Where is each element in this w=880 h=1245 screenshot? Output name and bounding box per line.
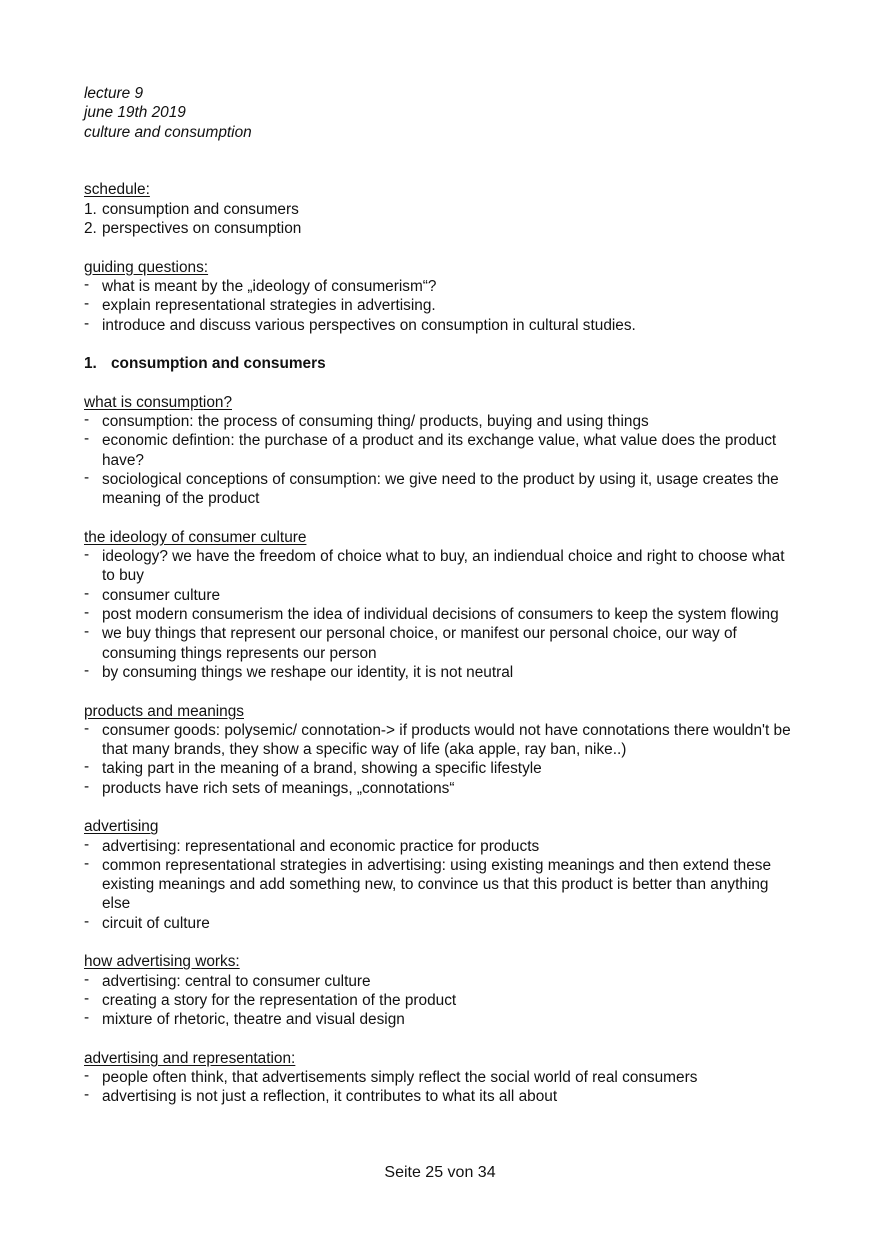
dash-bullet-icon: -: [84, 584, 90, 602]
bullet-item: [84, 431, 794, 470]
dash-bullet-icon: -: [84, 835, 90, 853]
bullet-text: by consuming things we reshape our identity, it is not neutral: [102, 663, 514, 681]
topic-section: [84, 528, 794, 682]
bullet-item: [84, 991, 794, 1010]
bullet-text: circuit of culture: [102, 914, 210, 932]
bullet-text: taking part in the meaning of a brand, showing a specific lifestyle: [102, 760, 542, 778]
question-text: explain representational strategies in advertising.: [102, 297, 436, 315]
bullet-item: [84, 779, 794, 798]
section-number: 1.: [84, 355, 97, 373]
bullet-text: people often think, that advertisements simply reflect the social world of real consumers: [102, 1069, 698, 1087]
bullet-item: [84, 470, 794, 509]
bullet-text: we buy things that represent our personal choice, or manifest our personal choice, our way of consuming things represents our person: [102, 625, 737, 662]
topic-title: products and meanings: [84, 702, 244, 720]
guiding-question: [84, 316, 794, 335]
guiding-questions-title: guiding questions:: [84, 258, 209, 276]
question-text: what is meant by the „ideology of consumerism“?: [102, 277, 437, 295]
topic-section: [84, 952, 794, 1029]
bullet-text: consumer goods: polysemic/ connotation-> if products would not have connotations there wouldn't be that many brands, they show a specific way of life (aka apple, ray ban, nike..): [102, 721, 791, 759]
schedule-section: [84, 180, 794, 238]
dash-bullet-icon: -: [84, 1067, 90, 1085]
schedule-title: schedule:: [84, 181, 150, 199]
bullet-text: mixture of rhetoric, theatre and visual design: [102, 1011, 405, 1029]
lecture-number: lecture 9: [84, 85, 144, 102]
bullet-item: [84, 624, 794, 663]
list-number: 1.: [84, 200, 97, 218]
topic-title: the ideology of consumer culture: [84, 528, 307, 546]
bullet-text: common representational strategies in advertising: using existing meanings and then extend these existing meanings and add something new, to convince us that this product is better than anything else: [102, 856, 772, 913]
bullet-item: [84, 837, 794, 856]
dash-bullet-icon: -: [84, 623, 90, 641]
dash-bullet-icon: -: [84, 604, 90, 622]
lecture-topic: culture and consumption: [84, 123, 252, 141]
guiding-question: [84, 277, 794, 296]
dash-bullet-icon: -: [84, 758, 90, 776]
schedule-item-text: perspectives on consumption: [102, 220, 302, 238]
bullet-item: [84, 605, 794, 624]
bullet-text: post modern consumerism the idea of individual decisions of consumers to keep the system flowing: [102, 606, 779, 624]
dash-bullet-icon: -: [84, 1009, 90, 1027]
bullet-text: advertising: central to consumer culture: [102, 972, 371, 990]
question-text: introduce and discuss various perspectives on consumption in cultural studies.: [102, 316, 636, 334]
bullet-item: [84, 721, 794, 760]
topic-section: [84, 393, 794, 509]
lecture-header: [84, 84, 794, 142]
bullet-item: [84, 856, 794, 914]
bullet-item: [84, 547, 794, 586]
dash-bullet-icon: -: [84, 411, 90, 429]
dash-bullet-icon: -: [84, 661, 90, 679]
dash-bullet-icon: -: [84, 854, 90, 872]
bullet-text: consumer culture: [102, 586, 221, 604]
guiding-question: [84, 296, 794, 315]
dash-bullet-icon: -: [84, 295, 90, 313]
lecture-date: june 19th 2019: [84, 104, 186, 122]
topic-section: [84, 1049, 794, 1107]
dash-bullet-icon: -: [84, 314, 90, 332]
bullet-item: [84, 586, 794, 605]
list-number: 2.: [84, 220, 97, 238]
dash-bullet-icon: -: [84, 430, 90, 448]
dash-bullet-icon: -: [84, 777, 90, 795]
bullet-item: [84, 759, 794, 778]
dash-bullet-icon: -: [84, 970, 90, 988]
guiding-questions-section: [84, 258, 794, 335]
bullet-item: [84, 972, 794, 991]
topic-title: advertising and representation:: [84, 1049, 296, 1067]
dash-bullet-icon: -: [84, 719, 90, 737]
dash-bullet-icon: -: [84, 912, 90, 930]
bullet-text: advertising: representational and economic practice for products: [102, 837, 540, 855]
topic-title: advertising: [84, 818, 159, 836]
bullet-item: [84, 663, 794, 682]
bullet-item: [84, 1087, 794, 1106]
schedule-item-text: consumption and consumers: [102, 200, 299, 218]
bullet-text: creating a story for the representation of the product: [102, 991, 457, 1009]
bullet-item: [84, 1010, 794, 1029]
schedule-item: [84, 219, 794, 238]
dash-bullet-icon: -: [84, 1086, 90, 1104]
topic-title: what is consumption?: [84, 393, 232, 411]
bullet-text: consumption: the process of consuming thing/ products, buying and using things: [102, 413, 649, 431]
topic-section: [84, 702, 794, 798]
bullet-text: economic defintion: the purchase of a product and its exchange value, what value does the product have?: [102, 432, 777, 469]
bullet-item: [84, 1068, 794, 1087]
bullet-item: [84, 412, 794, 431]
bullet-item: [84, 914, 794, 933]
dash-bullet-icon: -: [84, 989, 90, 1007]
topics: [84, 393, 794, 1107]
bullet-text: advertising is not just a reflection, it contributes to what its all about: [102, 1088, 558, 1106]
page-footer: Seite 25 von 34: [384, 1164, 496, 1181]
schedule-item: [84, 200, 794, 219]
document-page: [84, 84, 794, 1126]
dash-bullet-icon: -: [84, 468, 90, 486]
bullet-text: sociological conceptions of consumption: we give need to the product by using it, usage creates the meaning of the product: [102, 470, 779, 508]
topic-section: [84, 817, 794, 933]
topic-title: how advertising works:: [84, 953, 240, 971]
dash-bullet-icon: -: [84, 275, 90, 293]
section-heading: [84, 354, 794, 373]
section-title: consumption and consumers: [111, 355, 326, 373]
bullet-text: ideology? we have the freedom of choice what to buy, an indiendual choice and right to choose what to buy: [102, 548, 785, 585]
bullet-text: products have rich sets of meanings, „connotations“: [102, 779, 455, 797]
dash-bullet-icon: -: [84, 546, 90, 564]
